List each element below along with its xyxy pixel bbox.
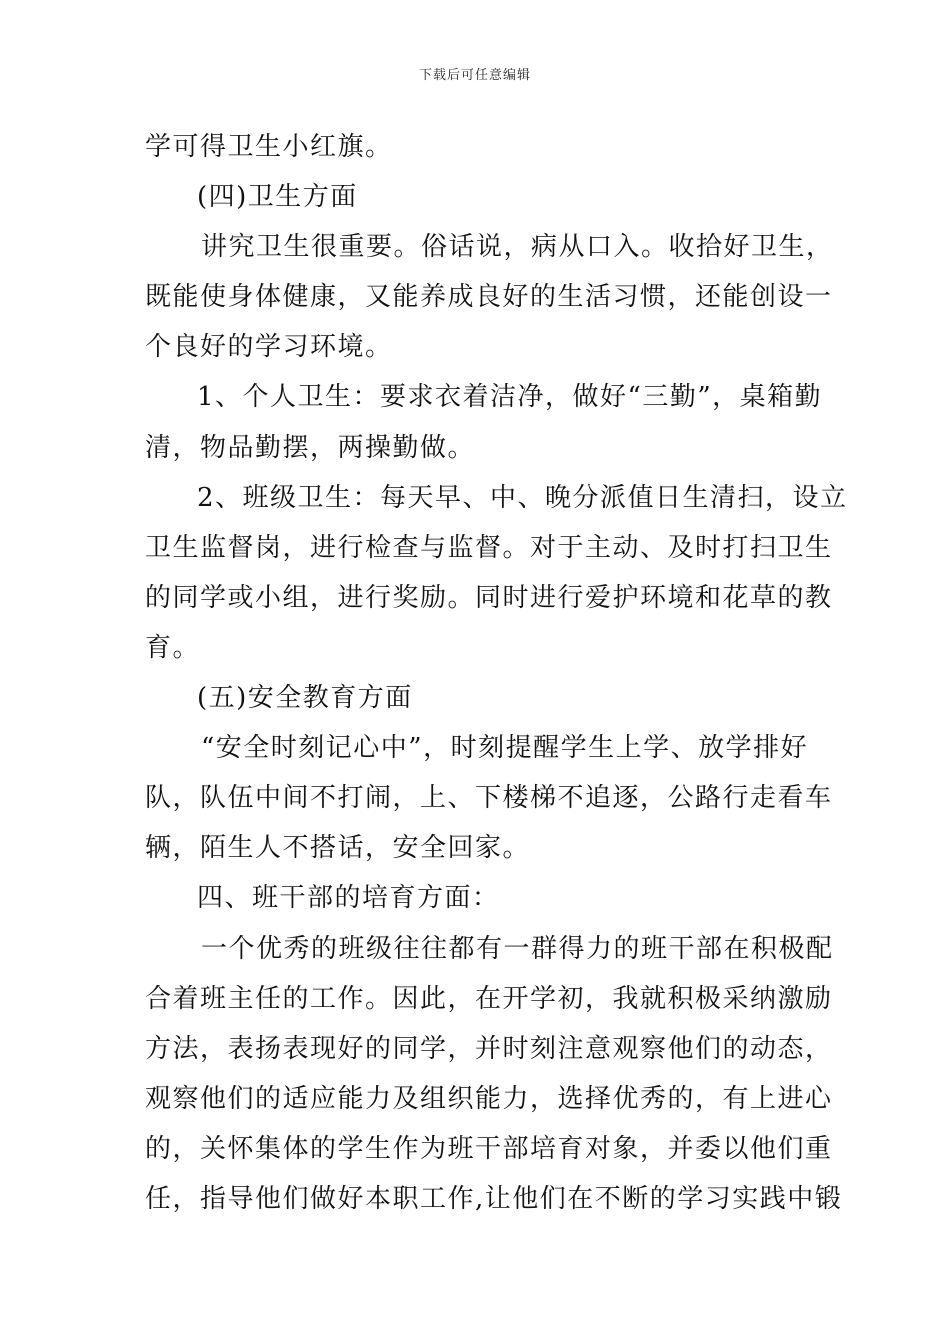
text-line: 一个优秀的班级往往都有一群得力的班干部在积极配 — [201, 933, 834, 964]
text-line: 队，队伍中间不打闹，上、下楼梯不追逐，公路行走看车 — [145, 783, 833, 814]
text-line: 学可得卫生小红旗。 — [145, 132, 393, 162]
document-body — [145, 122, 848, 1224]
text-line: 的，关怀集体的学生作为班干部培育对象，并委以他们重 — [145, 1133, 833, 1164]
text-line: 2、班级卫生：每天早、中、晚分派值日生清扫，设立 — [197, 482, 848, 513]
text-line: 的同学或小组，进行奖励。同时进行爱护环境和花草的教 — [145, 582, 833, 613]
text-line: 方法，表扬表现好的同学，并时刻注意观察他们的动态， — [145, 1033, 833, 1064]
text-line: 育。 — [145, 632, 201, 663]
page-header: 下载后可任意编辑 — [418, 68, 531, 83]
section-heading: 四、班干部的培育方面： — [197, 883, 500, 914]
text-line: 清，物品勤摆，两操勤做。 — [145, 432, 476, 463]
text-line: 既能使身体健康，又能养成良好的生活习惯，还能创设一 — [145, 282, 833, 313]
text-line: “安全时刻记心中”，时刻提醒学生上学、放学排好 — [201, 733, 809, 764]
section-heading: (四)卫生方面 — [197, 182, 358, 213]
text-line: 合着班主任的工作。因此，在开学初，我就积极采纳激励 — [145, 983, 833, 1014]
text-line: 讲究卫生很重要。俗话说，病从口入。收拾好卫生， — [201, 232, 834, 263]
text-line: 任，指导他们做好本职工作,让他们在不断的学习实践中锻 — [145, 1183, 843, 1214]
text-line: 个良好的学习环境。 — [145, 332, 393, 363]
text-line: 1、个人卫生：要求衣着洁净，做好“三勤”，桌箱勤 — [197, 382, 823, 413]
section-heading: (五)安全教育方面 — [197, 683, 413, 714]
text-line: 观察他们的适应能力及组织能力，选择优秀的，有上进心 — [145, 1083, 833, 1114]
text-line: 卫生监督岗，进行检查与监督。对于主动、及时打扫卫生 — [145, 532, 833, 563]
text-line: 辆，陌生人不搭话，安全回家。 — [145, 833, 531, 864]
